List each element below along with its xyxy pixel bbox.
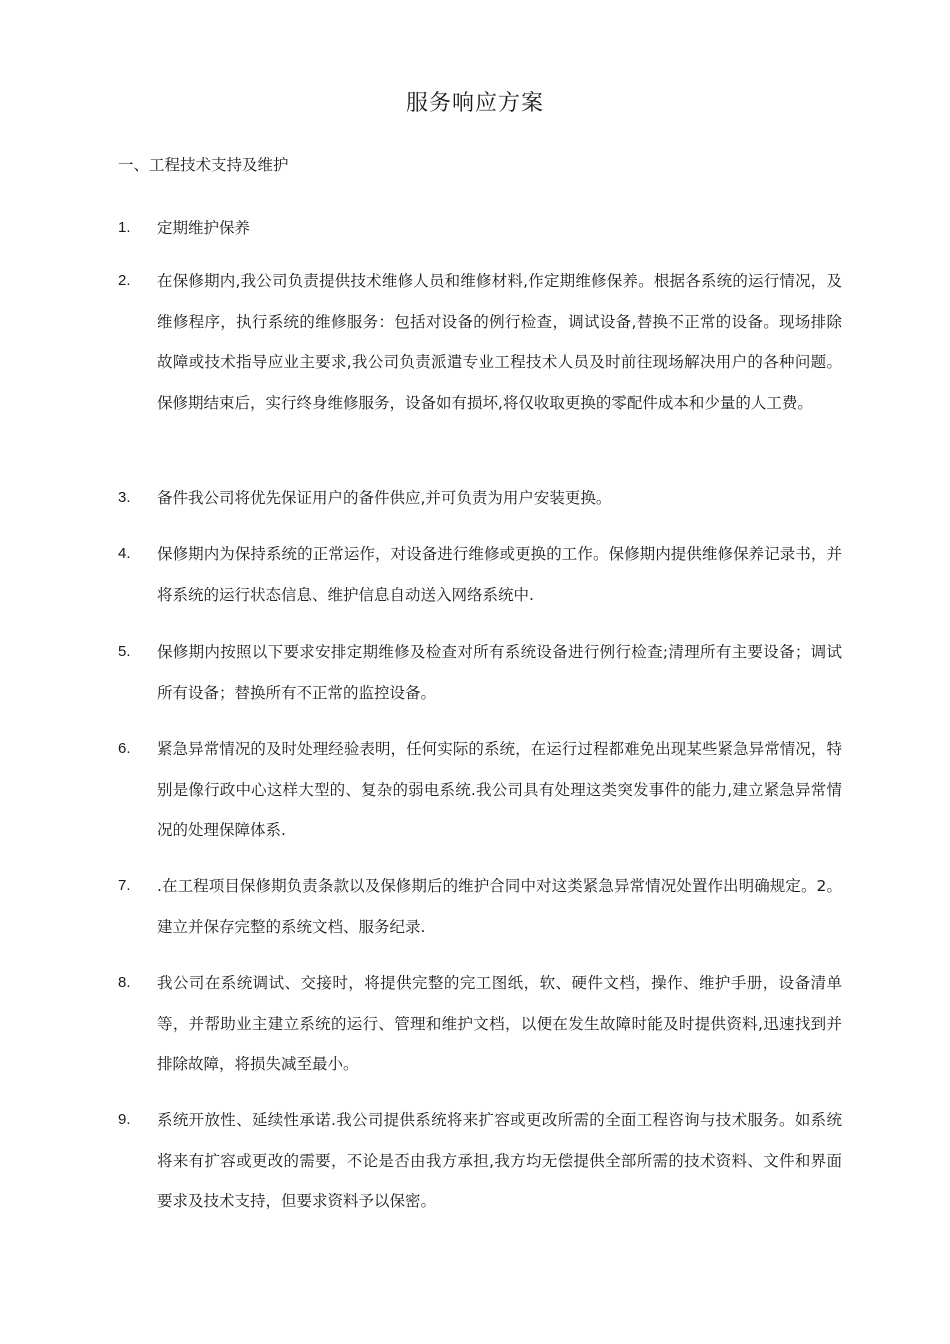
list-item-number: 1. — [118, 219, 131, 236]
list-item-8 — [118, 963, 842, 1085]
section-heading: 一、工程技术支持及维护 — [118, 156, 289, 174]
list-item-text: 备件我公司将优先保证用户的备件供应,并可负责为用户安装更换。 — [157, 489, 612, 507]
list-item-number: 7. — [118, 877, 131, 894]
list-item-7 — [118, 866, 842, 947]
list-item-5 — [118, 632, 842, 713]
list-item-4 — [118, 534, 842, 615]
list-item-number: 6. — [118, 740, 131, 757]
list-item-text: .在工程项目保修期负责条款以及保修期后的维护合同中对这类紧急异常情况处置作出明确规定。2。建立并保存完整的系统文档、服务纪录. — [157, 877, 842, 936]
list-item-6 — [118, 729, 842, 851]
list-item-text: 定期维护保养 — [157, 219, 251, 237]
list-item-text: 保修期内按照以下要求安排定期维修及检查对所有系统设备进行例行检查;清理所有主要设备；调试所有设备；替换所有不正常的监控设备。 — [157, 643, 842, 702]
document-title: 服务响应方案 — [405, 91, 544, 116]
list-item-number: 2. — [118, 272, 131, 289]
list-item-number: 9. — [118, 1111, 131, 1128]
list-item-3 — [118, 478, 842, 519]
list-item-number: 8. — [118, 974, 131, 991]
list-item-9 — [118, 1100, 842, 1222]
list-item-text: 在保修期内,我公司负责提供技术维修人员和维修材料,作定期维修保养。根据各系统的运行情况，及维修程序，执行系统的维修服务：包括对设备的例行检查，调试设备,替换不正常的设备。现场排除故障或技术指导应业主要求,我公司负责派遣专业工程技术人员及时前往现场解决用户的各种问题。保修期结束后，实行终身维修服务，设备如有损坏,将仅收取更换的零配件成本和少量的人工费。 — [157, 272, 842, 412]
list-item-number: 4. — [118, 545, 131, 562]
list-item-text: 系统开放性、延续性承诺.我公司提供系统将来扩容或更改所需的全面工程咨询与技术服务。如系统将来有扩容或更改的需要，不论是否由我方承担,我方均无偿提供全部所需的技术资料、文件和界面要求及技术支持，但要求资料予以保密。 — [157, 1111, 842, 1210]
list-item-1 — [118, 208, 842, 249]
list-item-text: 保修期内为保持系统的正常运作，对设备进行维修或更换的工作。保修期内提供维修保养记录书，并将系统的运行状态信息、维护信息自动送入网络系统中. — [157, 545, 842, 604]
list-item-number: 5. — [118, 643, 131, 660]
list-item-text: 我公司在系统调试、交接时，将提供完整的完工图纸，软、硬件文档，操作、维护手册，设备清单等，并帮助业主建立系统的运行、管理和维护文档，以便在发生故障时能及时提供资料,迅速找到并排除故障，将损失减至最小。 — [157, 974, 842, 1073]
list-item-2 — [118, 261, 842, 423]
list-item-number: 3. — [118, 489, 131, 506]
list-item-text: 紧急异常情况的及时处理经验表明，任何实际的系统，在运行过程都难免出现某些紧急异常情况，特别是像行政中心这样大型的、复杂的弱电系统.我公司具有处理这类突发事件的能力,建立紧急异常情况的处理保障体系. — [157, 740, 842, 839]
